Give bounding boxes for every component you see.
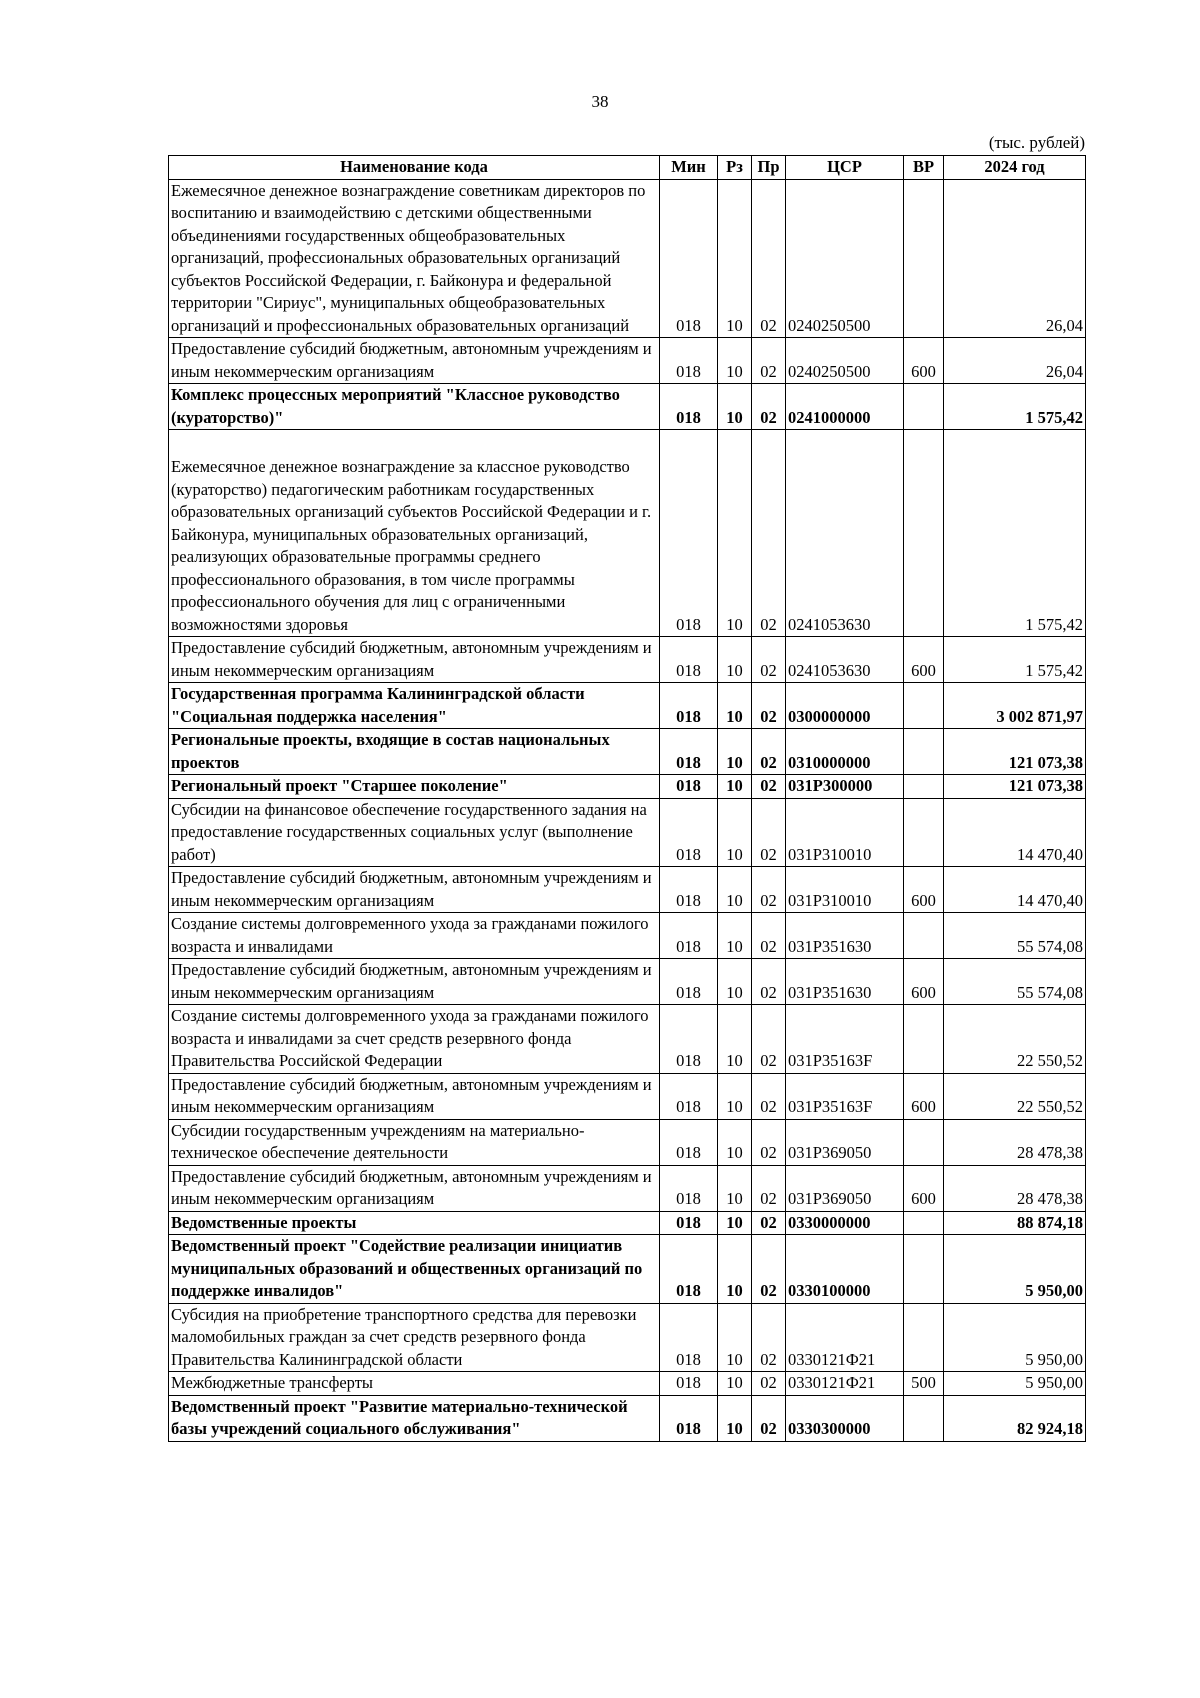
- row-csr: 0330000000: [786, 1211, 904, 1235]
- table-row: [169, 729, 1086, 775]
- row-vr: 600: [904, 1165, 944, 1211]
- row-name: Субсидии государственным учреждениям на материально-техническое обеспечение деятельности: [169, 1119, 660, 1165]
- row-min: 018: [660, 798, 718, 867]
- row-vr: [904, 1211, 944, 1235]
- row-name: Ежемесячное денежное вознаграждение советникам директоров по воспитанию и взаимодействию с детскими общественными объединениями государственных общеобразовательных организаций, профессиональных образовательных организаций субъектов Российской Федерации, г. Байконура и федеральной территории "Сириус", муниципальных общеобразовательных организаций и профессиональных образовательных организаций: [169, 179, 660, 338]
- row-csr: 031P310010: [786, 867, 904, 913]
- row-csr: 0240250500: [786, 338, 904, 384]
- row-rz: 10: [718, 959, 752, 1005]
- header-csr: ЦСР: [786, 156, 904, 180]
- row-amount: 28 478,38: [944, 1119, 1086, 1165]
- table-row: [169, 1073, 1086, 1119]
- row-name: Региональные проекты, входящие в состав национальных проектов: [169, 729, 660, 775]
- row-name: Комплекс процессных мероприятий "Классное руководство (кураторство)": [169, 384, 660, 430]
- row-amount: 1 575,42: [944, 637, 1086, 683]
- row-rz: 10: [718, 1303, 752, 1372]
- row-pr: 02: [752, 729, 786, 775]
- row-min: 018: [660, 179, 718, 338]
- row-pr: 02: [752, 1119, 786, 1165]
- row-rz: 10: [718, 179, 752, 338]
- row-pr: 02: [752, 867, 786, 913]
- row-min: 018: [660, 1073, 718, 1119]
- table-row: [169, 1395, 1086, 1441]
- row-min: 018: [660, 338, 718, 384]
- row-pr: 02: [752, 1372, 786, 1396]
- row-pr: 02: [752, 913, 786, 959]
- row-amount: 88 874,18: [944, 1211, 1086, 1235]
- row-pr: 02: [752, 683, 786, 729]
- row-csr: 0330121Ф21: [786, 1372, 904, 1396]
- row-vr: 500: [904, 1372, 944, 1396]
- row-rz: 10: [718, 1235, 752, 1304]
- row-vr: 600: [904, 1073, 944, 1119]
- header-rz: Рз: [718, 156, 752, 180]
- row-pr: 02: [752, 430, 786, 637]
- row-rz: 10: [718, 384, 752, 430]
- row-vr: 600: [904, 867, 944, 913]
- row-vr: [904, 1395, 944, 1441]
- row-csr: 0241000000: [786, 384, 904, 430]
- row-min: 018: [660, 1303, 718, 1372]
- row-vr: 600: [904, 637, 944, 683]
- row-vr: [904, 1119, 944, 1165]
- row-name: Ежемесячное денежное вознаграждение за классное руководство (кураторство) педагогическим работникам государственных образовательных организаций субъектов Российской Федерации и г. Байконура, муниципальных образовательных организаций, реализующих образовательные программы среднего профессионального образования, в том числе программы профессионального обучения для лиц с ограниченными возможностями здоровья: [169, 430, 660, 637]
- row-min: 018: [660, 729, 718, 775]
- row-vr: [904, 913, 944, 959]
- row-csr: 0241053630: [786, 637, 904, 683]
- row-vr: 600: [904, 338, 944, 384]
- row-amount: 26,04: [944, 179, 1086, 338]
- row-name: Субсидии на финансовое обеспечение государственного задания на предоставление государственных социальных услуг (выполнение работ): [169, 798, 660, 867]
- row-rz: 10: [718, 1395, 752, 1441]
- header-min: Мин: [660, 156, 718, 180]
- row-csr: 031P35163F: [786, 1005, 904, 1074]
- row-rz: 10: [718, 867, 752, 913]
- row-pr: 02: [752, 1165, 786, 1211]
- row-pr: 02: [752, 1395, 786, 1441]
- row-rz: 10: [718, 729, 752, 775]
- table-row: [169, 430, 1086, 637]
- row-min: 018: [660, 1005, 718, 1074]
- row-vr: [904, 1235, 944, 1304]
- row-name: Предоставление субсидий бюджетным, автономным учреждениям и иным некоммерческим организациям: [169, 1073, 660, 1119]
- row-name: Предоставление субсидий бюджетным, автономным учреждениям и иным некоммерческим организациям: [169, 338, 660, 384]
- row-vr: [904, 384, 944, 430]
- row-min: 018: [660, 1211, 718, 1235]
- row-amount: 5 950,00: [944, 1303, 1086, 1372]
- row-vr: [904, 729, 944, 775]
- row-min: 018: [660, 775, 718, 799]
- row-amount: 14 470,40: [944, 798, 1086, 867]
- row-pr: 02: [752, 798, 786, 867]
- row-pr: 02: [752, 1211, 786, 1235]
- table-row: [169, 959, 1086, 1005]
- row-pr: 02: [752, 179, 786, 338]
- row-amount: 22 550,52: [944, 1005, 1086, 1074]
- table-row: [169, 683, 1086, 729]
- row-csr: 0300000000: [786, 683, 904, 729]
- row-amount: 5 950,00: [944, 1235, 1086, 1304]
- budget-table: [168, 155, 1086, 1442]
- page-number: 38: [591, 92, 609, 111]
- row-min: 018: [660, 1372, 718, 1396]
- row-pr: 02: [752, 1235, 786, 1304]
- row-min: 018: [660, 1395, 718, 1441]
- table-row: [169, 1119, 1086, 1165]
- row-amount: 121 073,38: [944, 729, 1086, 775]
- row-min: 018: [660, 959, 718, 1005]
- table-row: [169, 1005, 1086, 1074]
- row-amount: 1 575,42: [944, 430, 1086, 637]
- row-amount: 14 470,40: [944, 867, 1086, 913]
- row-rz: 10: [718, 338, 752, 384]
- row-rz: 10: [718, 430, 752, 637]
- table-row: [169, 1165, 1086, 1211]
- row-pr: 02: [752, 338, 786, 384]
- header-name: Наименование кода: [169, 156, 660, 180]
- row-vr: 600: [904, 959, 944, 1005]
- row-name: Государственная программа Калининградской области "Социальная поддержка населения": [169, 683, 660, 729]
- row-vr: [904, 1005, 944, 1074]
- row-amount: 82 924,18: [944, 1395, 1086, 1441]
- header-pr: Пр: [752, 156, 786, 180]
- row-min: 018: [660, 683, 718, 729]
- row-name: Региональный проект "Старшее поколение": [169, 775, 660, 799]
- row-pr: 02: [752, 775, 786, 799]
- row-amount: 1 575,42: [944, 384, 1086, 430]
- table-row: [169, 1235, 1086, 1304]
- table-row: [169, 913, 1086, 959]
- row-rz: 10: [718, 1119, 752, 1165]
- row-amount: 55 574,08: [944, 913, 1086, 959]
- row-rz: 10: [718, 1372, 752, 1396]
- table-row: [169, 338, 1086, 384]
- row-pr: 02: [752, 1303, 786, 1372]
- table-row: [169, 798, 1086, 867]
- table-row: [169, 637, 1086, 683]
- row-amount: 55 574,08: [944, 959, 1086, 1005]
- row-name: Ведомственный проект "Содействие реализации инициатив муниципальных образований и общественных организаций по поддержке инвалидов": [169, 1235, 660, 1304]
- row-rz: 10: [718, 798, 752, 867]
- row-vr: [904, 179, 944, 338]
- row-csr: 031P369050: [786, 1119, 904, 1165]
- row-rz: 10: [718, 913, 752, 959]
- table-row: [169, 1303, 1086, 1372]
- row-min: 018: [660, 430, 718, 637]
- row-rz: 10: [718, 1005, 752, 1074]
- units-label: (тыс. рублей): [988, 133, 1085, 152]
- row-rz: 10: [718, 637, 752, 683]
- row-name: Создание системы долговременного ухода за гражданами пожилого возраста и инвалидами: [169, 913, 660, 959]
- row-vr: [904, 798, 944, 867]
- row-csr: 031P35163F: [786, 1073, 904, 1119]
- row-vr: [904, 430, 944, 637]
- table-row: [169, 384, 1086, 430]
- row-amount: 28 478,38: [944, 1165, 1086, 1211]
- row-min: 018: [660, 384, 718, 430]
- row-min: 018: [660, 913, 718, 959]
- row-csr: 0330300000: [786, 1395, 904, 1441]
- row-min: 018: [660, 1119, 718, 1165]
- row-csr: 031P300000: [786, 775, 904, 799]
- row-rz: 10: [718, 1073, 752, 1119]
- header-vr: ВР: [904, 156, 944, 180]
- row-csr: 0330121Ф21: [786, 1303, 904, 1372]
- table-row: [169, 1211, 1086, 1235]
- table-row: [169, 179, 1086, 338]
- row-name: Предоставление субсидий бюджетным, автономным учреждениям и иным некоммерческим организациям: [169, 637, 660, 683]
- row-name: Субсидия на приобретение транспортного средства для перевозки маломобильных граждан за счет средств резервного фонда Правительства Калининградской области: [169, 1303, 660, 1372]
- row-name: Межбюджетные трансферты: [169, 1372, 660, 1396]
- row-name: Предоставление субсидий бюджетным, автономным учреждениям и иным некоммерческим организациям: [169, 959, 660, 1005]
- row-min: 018: [660, 867, 718, 913]
- row-csr: 031P351630: [786, 959, 904, 1005]
- row-min: 018: [660, 637, 718, 683]
- row-min: 018: [660, 1165, 718, 1211]
- row-csr: 031P351630: [786, 913, 904, 959]
- row-pr: 02: [752, 384, 786, 430]
- row-pr: 02: [752, 1073, 786, 1119]
- table-row: [169, 1372, 1086, 1396]
- row-pr: 02: [752, 959, 786, 1005]
- row-name: Ведомственный проект "Развитие материально-технической базы учреждений социального обслуживания": [169, 1395, 660, 1441]
- row-name: Ведомственные проекты: [169, 1211, 660, 1235]
- row-rz: 10: [718, 775, 752, 799]
- row-amount: 121 073,38: [944, 775, 1086, 799]
- row-vr: [904, 775, 944, 799]
- row-amount: 22 550,52: [944, 1073, 1086, 1119]
- row-pr: 02: [752, 637, 786, 683]
- row-rz: 10: [718, 1165, 752, 1211]
- row-csr: 0240250500: [786, 179, 904, 338]
- row-name: Создание системы долговременного ухода за гражданами пожилого возраста и инвалидами за счет средств резервного фонда Правительства Российской Федерации: [169, 1005, 660, 1074]
- row-rz: 10: [718, 683, 752, 729]
- row-csr: 031P310010: [786, 798, 904, 867]
- row-pr: 02: [752, 1005, 786, 1074]
- row-rz: 10: [718, 1211, 752, 1235]
- row-amount: 26,04: [944, 338, 1086, 384]
- row-name: Предоставление субсидий бюджетным, автономным учреждениям и иным некоммерческим организациям: [169, 1165, 660, 1211]
- row-csr: 0241053630: [786, 430, 904, 637]
- row-vr: [904, 1303, 944, 1372]
- row-min: 018: [660, 1235, 718, 1304]
- row-amount: 3 002 871,97: [944, 683, 1086, 729]
- row-csr: 0310000000: [786, 729, 904, 775]
- row-name: Предоставление субсидий бюджетным, автономным учреждениям и иным некоммерческим организациям: [169, 867, 660, 913]
- row-csr: 031P369050: [786, 1165, 904, 1211]
- table-row: [169, 867, 1086, 913]
- header-year: 2024 год: [944, 156, 1086, 180]
- table-row: [169, 775, 1086, 799]
- row-csr: 0330100000: [786, 1235, 904, 1304]
- table-header-row: [169, 156, 1086, 180]
- row-vr: [904, 683, 944, 729]
- row-amount: 5 950,00: [944, 1372, 1086, 1396]
